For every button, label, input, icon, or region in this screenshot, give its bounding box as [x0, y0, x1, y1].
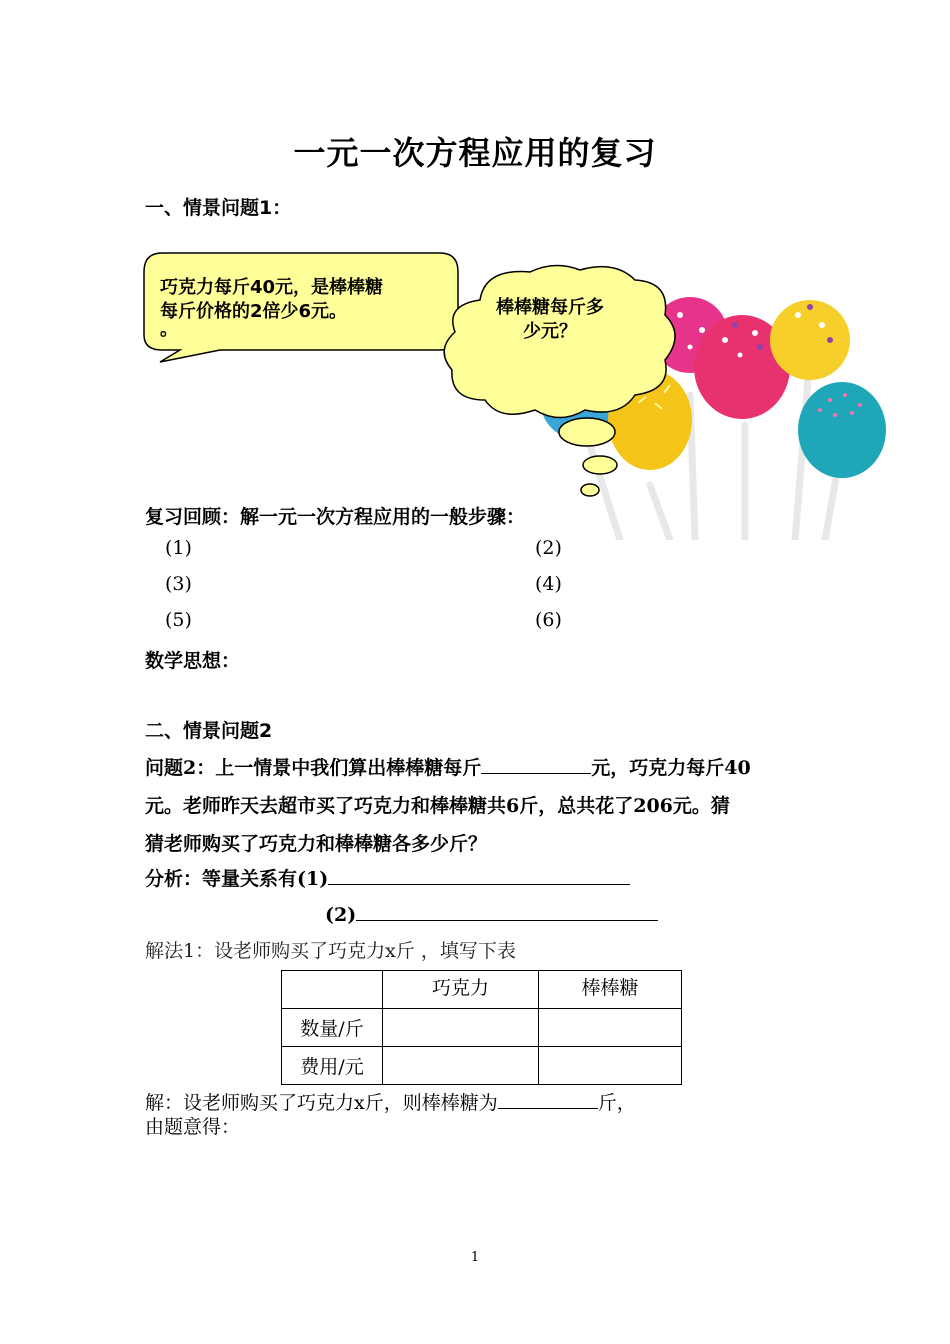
page-title: 一元一次方程应用的复习 [293, 134, 657, 172]
analysis-2-label: (2) [325, 904, 357, 926]
table-cell-chocolate-cost[interactable] [383, 1047, 539, 1085]
table-header-lollipop: 棒棒糖 [539, 971, 682, 1009]
review-heading: 复习回顾：解一元一次方程应用的一般步骤： [145, 506, 526, 528]
analysis-label: 分析：等量关系有(1) [145, 868, 329, 890]
step-2: (2) [535, 537, 562, 559]
solution-line1 [145, 1088, 636, 1115]
analysis-line2 [325, 900, 658, 926]
step-1: (1) [165, 537, 192, 559]
step-4: (4) [535, 573, 562, 595]
table-header-chocolate: 巧克力 [383, 971, 539, 1009]
solution-text-b: 斤， [597, 1092, 636, 1114]
table-row-label-cost: 费用/元 [282, 1047, 383, 1085]
section1-heading: 一、情景问题1： [145, 197, 292, 219]
step-5: (5) [165, 609, 192, 631]
math-thought-label: 数学思想： [145, 650, 241, 672]
page-number: 1 [470, 1250, 480, 1265]
step-3: (3) [165, 573, 192, 595]
relation-1-blank[interactable] [328, 864, 630, 885]
lollipop-amount-blank[interactable] [498, 1088, 598, 1109]
solution-text-a: 解：设老师购买了巧克力x斤，则棒棒糖为 [145, 1092, 498, 1114]
problem2-line1-b: 元，巧克力每斤40 [591, 757, 751, 779]
thought-cloud-text-line2: 少元？ [523, 321, 577, 342]
problem2-line1 [145, 753, 751, 780]
table-header-empty [282, 971, 383, 1009]
step-6: (6) [535, 609, 562, 631]
table-cell-lollipop-quantity[interactable] [539, 1009, 682, 1047]
solution-line2: 由题意得： [145, 1116, 241, 1138]
relation-2-blank[interactable] [356, 900, 658, 921]
problem2-line2: 元。老师昨天去超市买了巧克力和棒棒糖共6斤，总共花了206元。猜 [145, 795, 730, 817]
method1-text: 解法1：设老师购买了巧克力x斤 ，填写下表 [145, 940, 516, 962]
speech-bubble-text-line3: 。 [160, 319, 178, 340]
table-row-label-quantity: 数量/斤 [282, 1009, 383, 1047]
speech-bubble-text-line2: 每斤价格的2倍少6元。 [160, 301, 348, 322]
price-blank[interactable] [481, 753, 591, 774]
fill-table [281, 970, 682, 1085]
table-cell-chocolate-quantity[interactable] [383, 1009, 539, 1047]
section2-heading: 二、情景问题2 [145, 720, 273, 742]
thought-cloud-text-line1: 棒棒糖每斤多 [496, 297, 604, 318]
analysis-line1 [145, 864, 630, 891]
problem2-line3: 猜老师购买了巧克力和棒棒糖各多少斤？ [145, 833, 488, 855]
table-cell-lollipop-cost[interactable] [539, 1047, 682, 1085]
problem2-line1-a: 问题2：上一情景中我们算出棒棒糖每斤 [145, 757, 482, 779]
speech-bubble-text-line1: 巧克力每斤40元，是棒棒糖 [160, 277, 384, 298]
